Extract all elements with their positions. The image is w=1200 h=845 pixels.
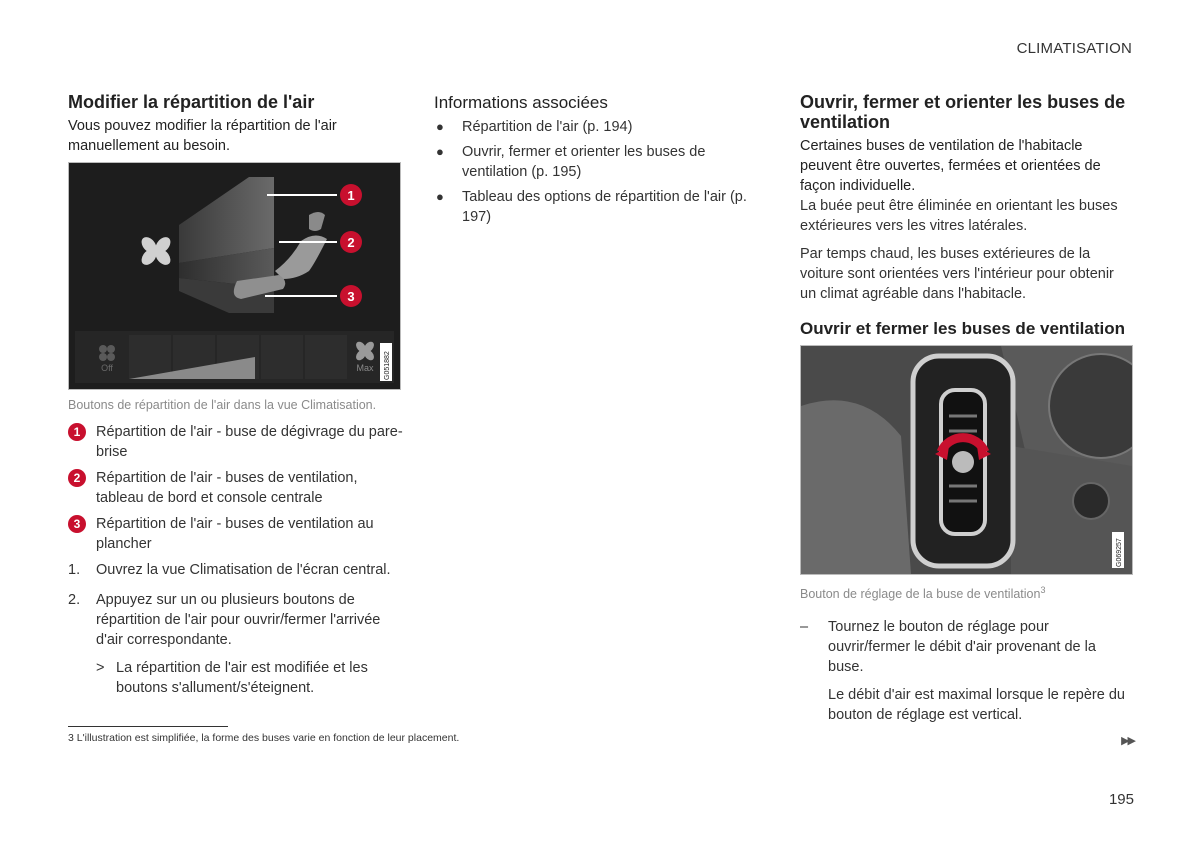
instruction-step xyxy=(800,617,1134,677)
fan-step-4 xyxy=(261,335,303,379)
step-number: 2. xyxy=(68,592,81,608)
callout-number-3: 3 xyxy=(347,289,355,304)
footnote-text: L'illustration est simplifiée, la forme des buses varie en fonction de leur placement. xyxy=(76,732,460,744)
step-text: Ouvrez la vue Climatisation de l'écran central. xyxy=(96,562,391,578)
list-item[interactable] xyxy=(434,142,764,182)
page-number: 195 xyxy=(1108,791,1134,808)
result-text: La répartition de l'air est modifiée et les boutons s'allument/s'éteignent. xyxy=(116,660,368,696)
section-title: Ouvrir, fermer et orienter les buses de ventilation xyxy=(800,92,1126,132)
paragraph: La buée peut être éliminée en orientant les buses extérieures vers les vitres latérales. xyxy=(800,198,1118,234)
footnote xyxy=(68,732,459,744)
subsection-title: Ouvrir et fermer les buses de ventilation xyxy=(800,319,1126,338)
column-related-info xyxy=(434,92,764,232)
instruction-note: Le débit d'air est maximal lorsque le repère du bouton de réglage est vertical. xyxy=(828,687,1125,724)
image-code: G069257 xyxy=(1116,538,1123,567)
column-vents xyxy=(800,92,1134,725)
adjustment-knob-icon xyxy=(952,451,974,473)
callout-text: Répartition de l'air - buses de ventilation au plancher xyxy=(96,516,374,552)
list-item xyxy=(68,422,404,462)
paragraph: Par temps chaud, les buses extérieures de la voiture sont orientées vers l'intérieur pour obtenir un climat agréable dans l'habitacle. xyxy=(800,246,1114,302)
related-links-list xyxy=(434,117,764,227)
stalk-knob-icon xyxy=(1073,483,1109,519)
fan-off-label: Off xyxy=(101,363,113,373)
list-item[interactable] xyxy=(434,187,764,227)
result-marker: > xyxy=(96,660,105,676)
step-result xyxy=(68,658,404,698)
list-item[interactable] xyxy=(434,117,764,137)
intro-text: Vous pouvez modifier la répartition de l'air manuellement au besoin. xyxy=(68,118,337,154)
related-link[interactable]: Ouvrir, fermer et orienter les buses de ventilation (p. 195) xyxy=(462,144,706,180)
bullet-icon: ● xyxy=(436,189,444,204)
callout-list xyxy=(68,422,404,554)
callout-badge: 3 xyxy=(68,515,86,533)
footnote-ref: 3 xyxy=(1040,585,1046,595)
step-text: Appuyez sur un ou plusieurs boutons de répartition de l'air pour ouvrir/fermer l'arrivée d'air correspondante. xyxy=(96,592,381,648)
step-list xyxy=(68,560,404,650)
callout-text: Répartition de l'air - buse de dégivrage du pare-brise xyxy=(96,424,403,460)
instruction-text: Tournez le bouton de réglage pour ouvrir/fermer le débit d'air provenant de la buse. xyxy=(828,619,1096,676)
related-link[interactable]: Répartition de l'air (p. 194) xyxy=(462,119,633,135)
callout-number-1: 1 xyxy=(347,188,355,203)
footnote-number: 3 xyxy=(68,732,74,744)
caption-text: Bouton de réglage de la buse de ventilation xyxy=(800,587,1041,602)
fan-step-1 xyxy=(129,335,171,379)
fan-max-label: Max xyxy=(356,363,374,373)
bullet-icon: ● xyxy=(436,119,444,134)
intro-text: Certaines buses de ventilation de l'habitacle peuvent être ouvertes, fermées et orientées de façon individuelle. xyxy=(800,138,1101,194)
vent-figure xyxy=(800,345,1133,575)
bullet-icon: ● xyxy=(436,144,444,159)
headrest-shape xyxy=(309,212,325,231)
vent-illustration xyxy=(801,346,1132,574)
list-item xyxy=(68,590,404,650)
fan-icon xyxy=(139,234,174,268)
next-page-icon[interactable]: ▶▶ xyxy=(1121,735,1134,747)
figure-caption xyxy=(800,581,1134,603)
air-distribution-illustration xyxy=(69,163,400,389)
step-number: 1. xyxy=(68,562,81,578)
callout-badge: 1 xyxy=(68,423,86,441)
callout-number-2: 2 xyxy=(347,235,355,250)
related-link[interactable]: Tableau des options de répartition de l'air (p. 197) xyxy=(462,189,747,225)
fan-step-5 xyxy=(305,335,347,379)
related-info-title: Informations associées xyxy=(434,93,608,112)
list-item xyxy=(68,560,404,580)
climate-view-figure xyxy=(68,162,401,390)
callout-text: Répartition de l'air - buses de ventilation, tableau de bord et console centrale xyxy=(96,470,358,506)
list-item xyxy=(68,514,404,554)
section-header: CLIMATISATION xyxy=(1016,40,1132,57)
image-code: G051882 xyxy=(384,351,391,380)
section-title: Modifier la répartition de l'air xyxy=(68,92,315,112)
footnote-divider xyxy=(68,726,228,727)
callout-badge: 2 xyxy=(68,469,86,487)
figure-caption: Boutons de répartition de l'air dans la vue Climatisation. xyxy=(68,398,377,412)
list-item xyxy=(68,468,404,508)
dash-marker: – xyxy=(800,619,809,636)
windscreen-airflow-zone xyxy=(179,177,274,263)
column-air-distribution xyxy=(68,92,404,698)
